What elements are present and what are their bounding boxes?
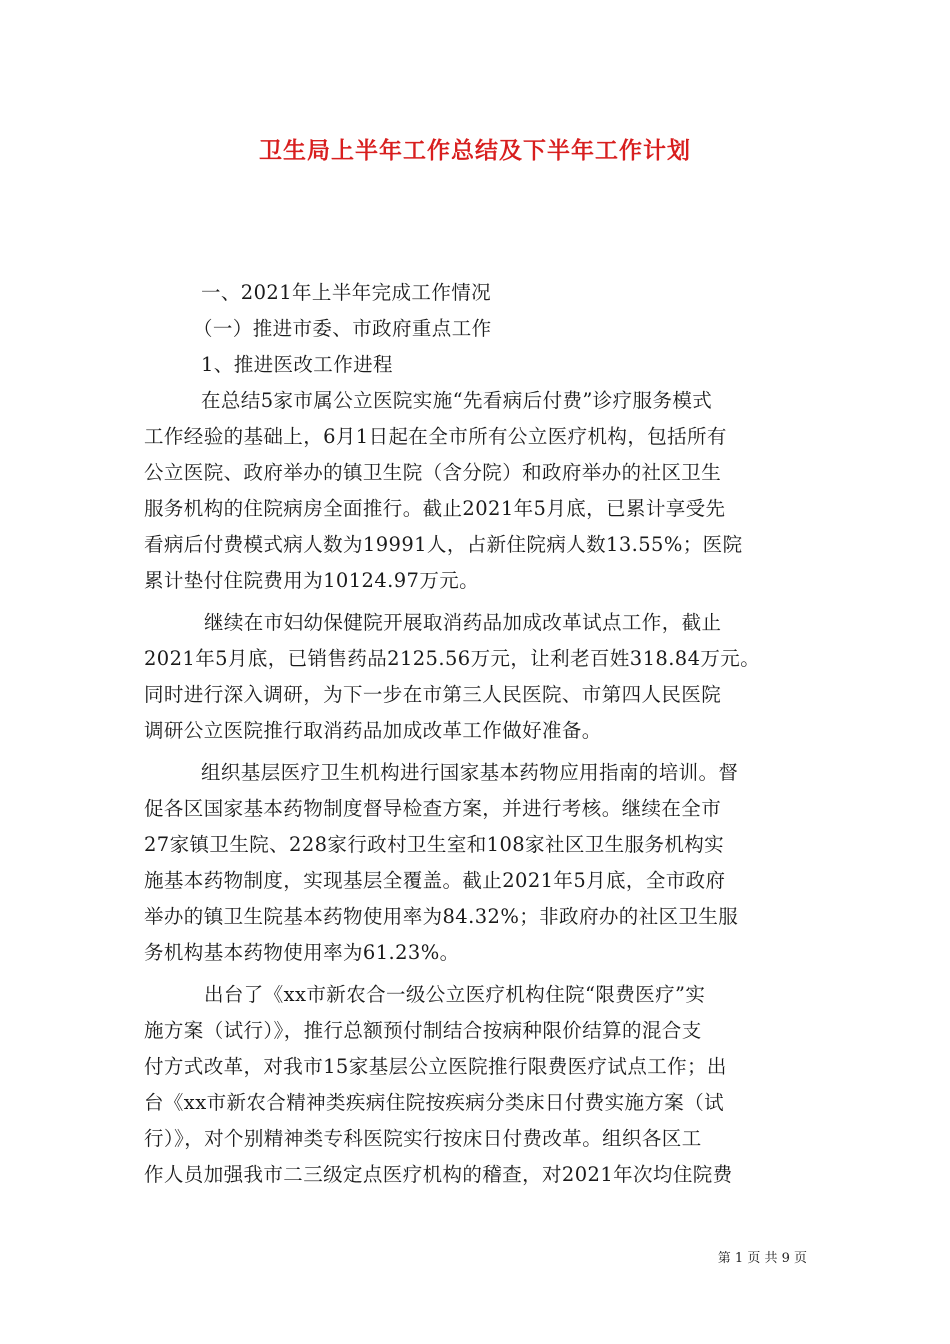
section-heading: 一、2021年上半年完成工作情况 — [201, 281, 492, 304]
text-line: 施基本药物制度，实现基层全覆盖。截止2021年5月底，全市政府 — [144, 869, 726, 892]
paragraph-drug-markup-reform — [144, 605, 808, 749]
text-line: 台《xx市新农合精神类疾病住院按疾病分类床日付费实施方案（试 — [144, 1091, 724, 1114]
text-line: 行）》，对个别精神类专科医院实行按床日付费改革。组织各区工 — [144, 1127, 702, 1150]
paragraph-medical-reform — [144, 383, 808, 599]
text-line: 举办的镇卫生院基本药物使用率为84.32%；非政府办的社区卫生服 — [144, 905, 739, 928]
text-line: 组织基层医疗卫生机构进行国家基本药物应用指南的培训。督 — [201, 761, 739, 784]
text-line: 施方案（试行）》，推行总额预付制结合按病种限价结算的混合支 — [144, 1019, 702, 1042]
document-body — [144, 275, 808, 1193]
text-line: 看病后付费模式病人数为19991人，占新住院病人数13.55%；医院 — [144, 533, 743, 556]
text-line: 继续在市妇幼保健院开展取消药品加成改革试点工作，截止 — [204, 611, 722, 634]
text-line: 在总结5家市属公立医院实施“先看病后付费”诊疗服务模式 — [201, 389, 713, 412]
text-line: 促各区国家基本药物制度督导检查方案，并进行考核。继续在全市 — [144, 797, 722, 820]
text-line: 同时进行深入调研，为下一步在市第三人民医院、市第四人民医院 — [144, 683, 722, 706]
paragraph-essential-drugs — [144, 755, 808, 971]
text-line: 服务机构的住院病房全面推行。截止2021年5月底，已累计享受先 — [144, 497, 726, 520]
text-line: 务机构基本药物使用率为61.23%。 — [144, 941, 460, 964]
document-title: 卫生局上半年工作总结及下半年工作计划 — [259, 137, 691, 164]
item-heading: 1、推进医改工作进程 — [201, 353, 393, 376]
text-line: 付方式改革，对我市15家基层公立医院推行限费医疗试点工作；出 — [144, 1055, 727, 1078]
text-line: 出台了《xx市新农合一级公立医疗机构住院“限费医疗”实 — [204, 983, 706, 1006]
text-line: 27家镇卫生院、228家行政村卫生室和108家社区卫生服务机构实 — [144, 833, 725, 856]
text-line: 累计垫付住院费用为10124.97万元。 — [144, 569, 480, 592]
text-line: 公立医院、政府举办的镇卫生院（含分院）和政府举办的社区卫生 — [144, 461, 722, 484]
text-line: 作人员加强我市二三级定点医疗机构的稽查，对2021年次均住院费 — [144, 1163, 733, 1186]
page-number — [718, 1247, 807, 1266]
text-line: 2021年5月底，已销售药品2125.56万元，让利老百姓318.84万元。 — [144, 647, 761, 670]
text-line: 调研公立医院推行取消药品加成改革工作做好准备。 — [144, 719, 602, 742]
text-line: 工作经验的基础上，6月1日起在全市所有公立医疗机构，包括所有 — [144, 425, 727, 448]
page-number-label: 第 1 页 共 9 页 — [717, 1251, 807, 1266]
paragraph-payment-reform — [144, 977, 808, 1193]
subsection-heading: （一）推进市委、市政府重点工作 — [193, 317, 492, 340]
